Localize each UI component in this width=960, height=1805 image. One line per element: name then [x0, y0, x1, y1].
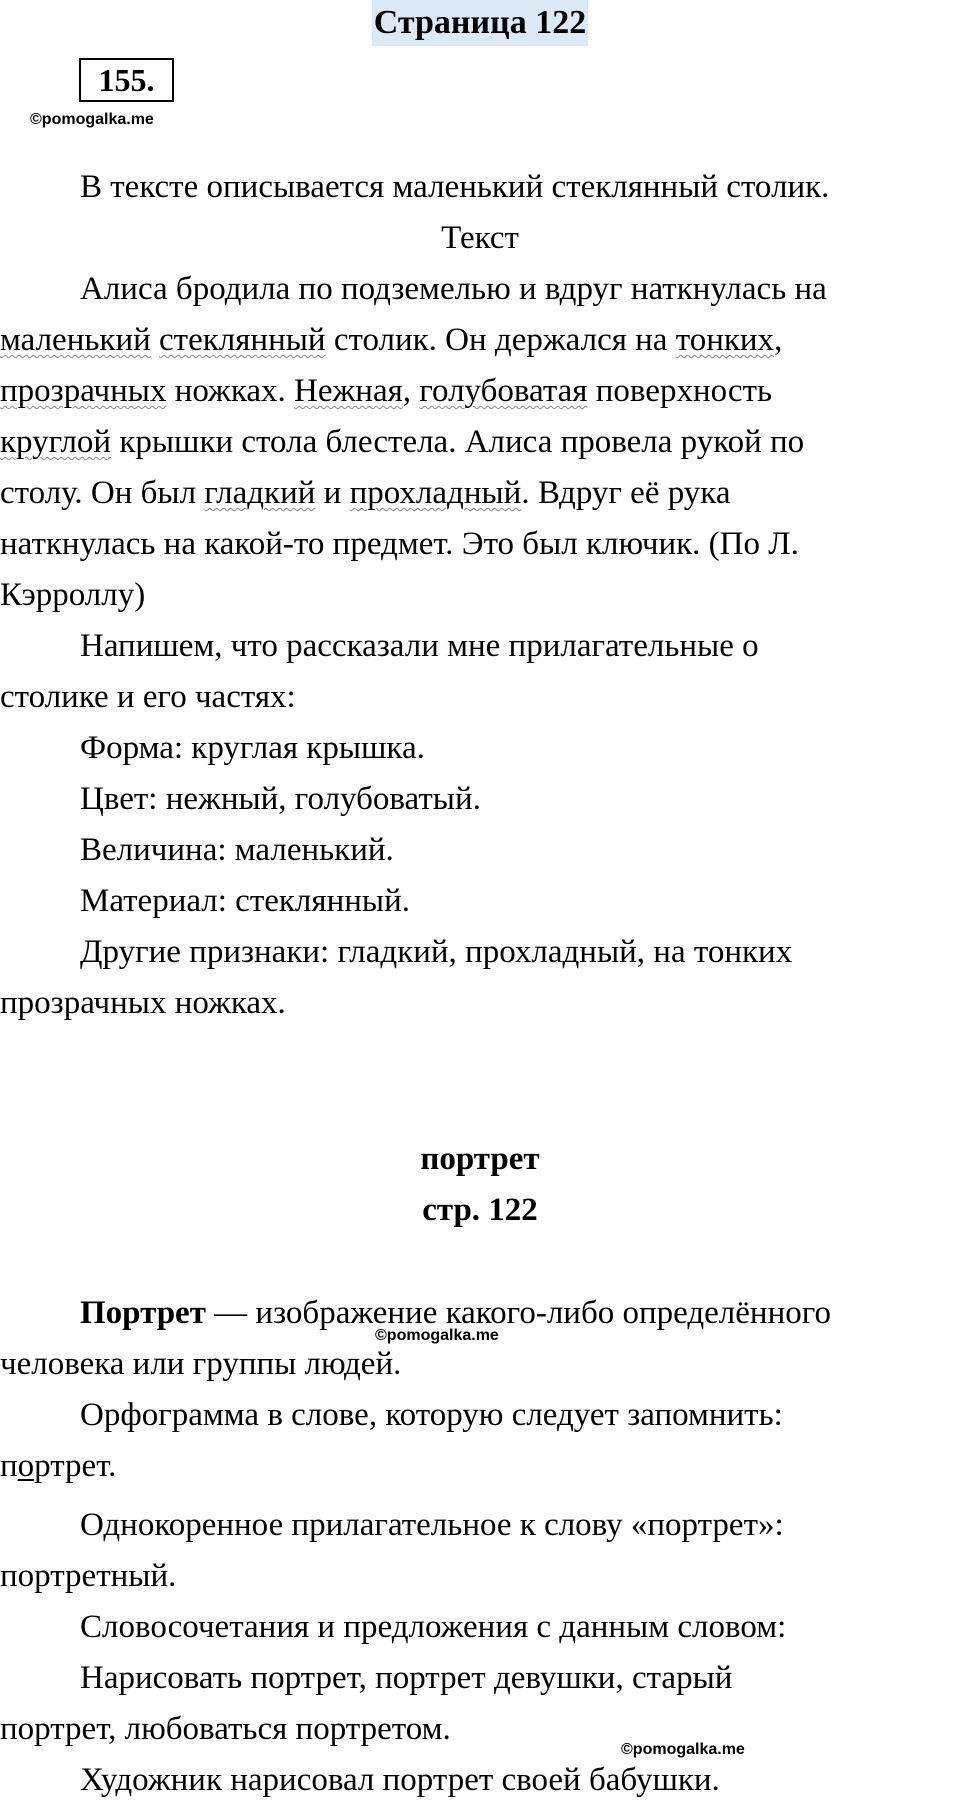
- attribute-size: Величина: маленький.: [80, 832, 394, 868]
- attribute-shape: Форма: круглая крышка.: [80, 730, 425, 766]
- adjective-line-2: портретный.: [0, 1558, 177, 1594]
- adjective-highlight: гладкий: [204, 475, 316, 511]
- story-line-4: круглой крышки стола блестела. Алиса провела рукой по: [0, 424, 805, 460]
- vocab-page-ref: стр. 122: [422, 1192, 538, 1228]
- story-line-1: Алиса бродила по подземелью и вдруг наткнулась на: [80, 271, 827, 307]
- attribute-other: Другие признаки: гладкий, прохладный, на тонких: [80, 934, 793, 970]
- phrases-heading: Словосочетания и предложения с данным словом:: [80, 1609, 787, 1645]
- page-title: Страница 122: [372, 0, 588, 46]
- definition-line-1: Портрет — изображение какого-либо определённого: [80, 1295, 831, 1331]
- summary-line-1: Напишем, что рассказали мне прилагательные о: [80, 628, 759, 664]
- adjective-line-1: Однокоренное прилагательное к слову «портрет»:: [80, 1507, 784, 1543]
- summary-line-2: столике и его частях:: [0, 679, 296, 715]
- phrases-line-1: Нарисовать портрет, портрет девушки, старый: [80, 1660, 733, 1696]
- adjective-highlight: прохладный: [349, 475, 522, 511]
- orthogram-letter: о: [17, 1448, 35, 1484]
- story-line-5: столу. Он был гладкий и прохладный. Вдруг её рука: [0, 475, 731, 511]
- adjective-highlight: круглой: [0, 424, 112, 460]
- story-line-2: маленький стеклянный столик. Он держался на тонких,: [0, 322, 783, 358]
- story-line-7: Кэрроллу): [0, 577, 146, 613]
- adjective-highlight: Нежная: [294, 373, 403, 409]
- orthogram-line-1: Орфограмма в слове, которую следует запомнить:: [80, 1397, 783, 1433]
- exercise-number-box: 155.: [79, 58, 174, 102]
- definition-term: Портрет: [80, 1295, 206, 1331]
- watermark: ©pomogalka.me: [375, 1327, 499, 1344]
- story-line-3: прозрачных ножках. Нежная, голубоватая поверхность: [0, 373, 773, 409]
- definition-line-2: человека или группы людей.: [0, 1346, 402, 1382]
- vocab-word-heading: портрет: [420, 1141, 540, 1177]
- adjective-highlight: маленький: [0, 322, 151, 358]
- attribute-material: Материал: стеклянный.: [80, 883, 410, 919]
- text-heading: Текст: [441, 220, 519, 256]
- adjective-highlight: тонких: [675, 322, 775, 358]
- adjective-highlight: прозрачных: [0, 373, 167, 409]
- example-sentence: Художник нарисовал портрет своей бабушки.: [80, 1762, 720, 1798]
- page-header: [0, 0, 960, 46]
- story-line-6: наткнулась на какой-то предмет. Это был ключик. (По Л.: [0, 526, 799, 562]
- adjective-highlight: голубоватая: [419, 373, 588, 409]
- adjective-highlight: стеклянный: [159, 322, 326, 358]
- watermark: ©pomogalka.me: [621, 1741, 745, 1758]
- watermark: ©pomogalka.me: [30, 111, 154, 128]
- attribute-color: Цвет: нежный, голубоватый.: [80, 781, 481, 817]
- phrases-line-2: портрет, любоваться портретом.: [0, 1711, 451, 1747]
- orthogram-word: портрет.: [0, 1448, 117, 1484]
- attribute-other-cont: прозрачных ножках.: [0, 985, 286, 1021]
- intro-text: В тексте описывается маленький стеклянный столик.: [80, 169, 830, 205]
